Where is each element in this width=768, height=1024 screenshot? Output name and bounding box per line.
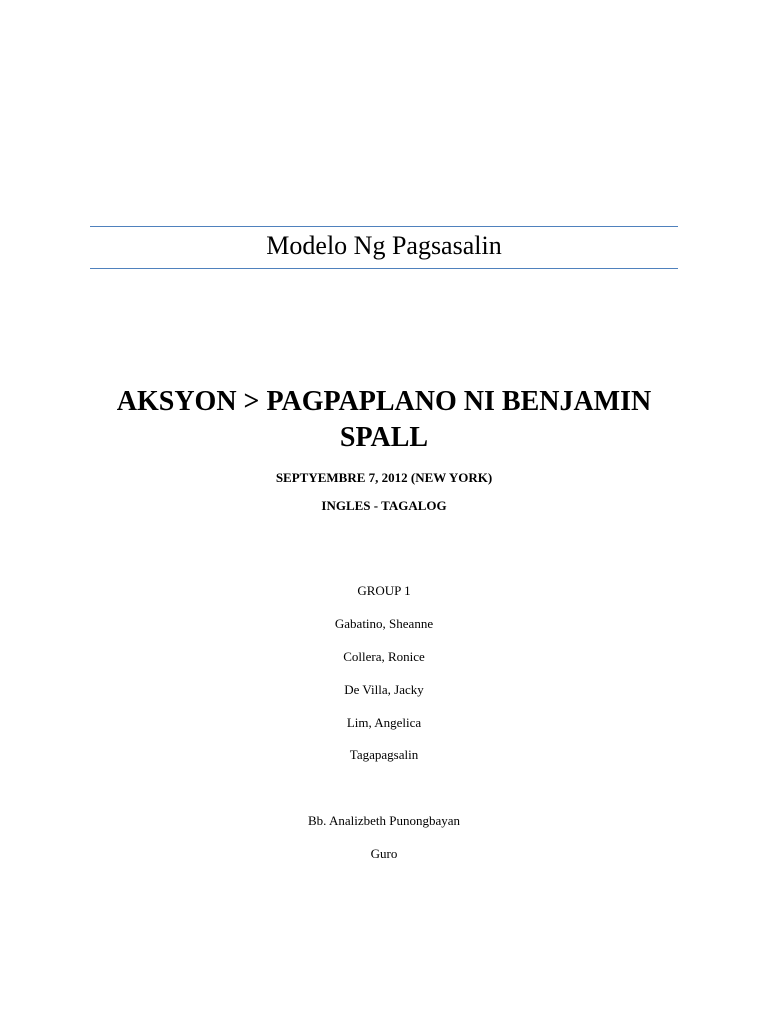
title-top-rule bbox=[90, 226, 678, 227]
title-bottom-rule bbox=[90, 268, 678, 269]
member-name: Gabatino, Sheanne bbox=[334, 616, 434, 631]
group-label: GROUP 1 bbox=[357, 583, 411, 598]
translator-role: Tagapagsalin bbox=[349, 747, 419, 762]
document-title: Modelo Ng Pagsasalin bbox=[266, 231, 502, 260]
date-location: SEPTYEMBRE 7, 2012 (NEW YORK) bbox=[275, 470, 493, 485]
main-heading-line-1: AKSYON > PAGPAPLANO NI BENJAMIN bbox=[116, 386, 652, 417]
member-name: Collera, Ronice bbox=[343, 649, 425, 664]
language-pair: INGLES - TAGALOG bbox=[321, 498, 447, 513]
main-heading bbox=[80, 384, 688, 456]
main-heading-line-2: SPALL bbox=[339, 422, 429, 453]
member-name: De Villa, Jacky bbox=[344, 682, 424, 697]
member-name: Lim, Angelica bbox=[346, 715, 422, 730]
teacher-role: Guro bbox=[370, 846, 398, 861]
teacher-name: Bb. Analizbeth Punongbayan bbox=[307, 813, 460, 828]
